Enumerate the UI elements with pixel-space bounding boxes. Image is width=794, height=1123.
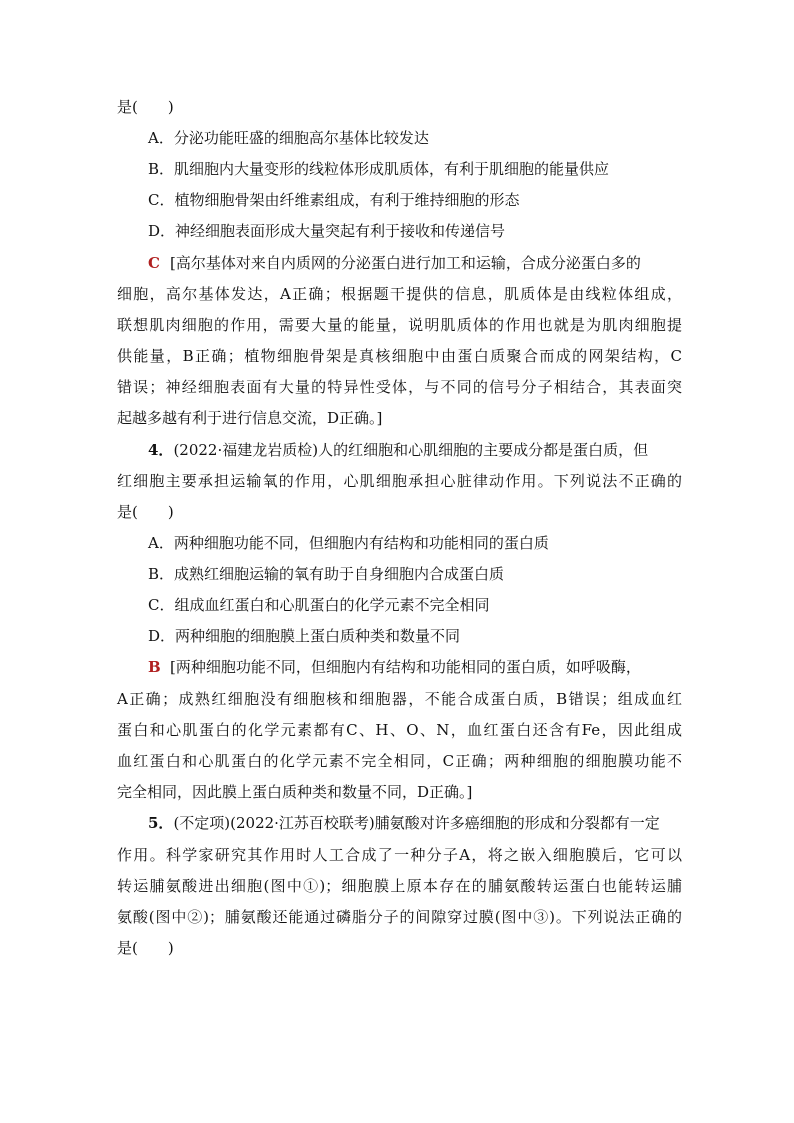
q4-option-c: C．组成血红蛋白和心肌蛋白的化学元素不完全相同 [148, 596, 490, 614]
q4-source: (2022·福建龙岩质检) [173, 441, 319, 459]
q4-explanation-line-2: A正确；成熟红细胞没有细胞核和细胞器，不能合成蛋白质，B错误；组成血红 [117, 690, 682, 708]
q4-stem-line-1: 4．(2022·福建龙岩质检)人的红细胞和心肌细胞的主要成分都是蛋白质，但 [148, 441, 649, 459]
q3-explanation-line-5: 错误；神经细胞表面有大量的特异性受体，与不同的信号分子相结合，其表面突 [117, 378, 682, 396]
q4-option-a: A．两种细胞功能不同，但细胞内有结构和功能相同的蛋白质 [148, 534, 549, 552]
q5-stem-line-3: 转运脯氨酸进出细胞(图中①)；细胞膜上原本存在的脯氨酸转运蛋白也能转运脯 [117, 877, 682, 895]
q5-stem-line-4: 氨酸(图中②)；脯氨酸还能通过磷脂分子的间隙穿过膜(图中③)。下列说法正确的 [117, 908, 682, 926]
q4-explanation-line-3: 蛋白和心肌蛋白的化学元素都有C、H、O、N，血红蛋白还含有Fe，因此组成 [117, 721, 682, 739]
q4-stem-line-3: 是( ) [117, 503, 174, 521]
q4-explanation-line-4: 血红蛋白和心肌蛋白的化学元素不完全相同，C正确；两种细胞的细胞膜功能不 [117, 752, 682, 770]
q4-explanation-line-1: B [两种细胞功能不同，但细胞内有结构和功能相同的蛋白质，如呼吸酶， [148, 658, 641, 676]
q4-option-b: B．成熟红细胞运输的氧有助于自身细胞内合成蛋白质 [148, 565, 505, 583]
q5-stem-line-1: 5．(不定项)(2022·江苏百校联考)脯氨酸对许多癌细胞的形成和分裂都有一定 [148, 814, 660, 832]
q3-explanation-line-2: 细胞，高尔基体发达，A正确；根据题干提供的信息，肌质体是由线粒体组成， [117, 285, 682, 303]
q4-stem-line-2: 红细胞主要承担运输氧的作用，心肌细胞承担心脏律动作用。下列说法不正确的 [117, 472, 682, 490]
q3-explanation-line-1: C [高尔基体对来自内质网的分泌蛋白进行加工和运输，合成分泌蛋白多的 [148, 254, 641, 272]
q4-option-d: D．两种细胞的细胞膜上蛋白质种类和数量不同 [148, 627, 461, 645]
q3-stem-tail: 是( ) [117, 98, 174, 116]
q3-option-b: B．肌细胞内大量变形的线粒体形成肌质体，有利于肌细胞的能量供应 [148, 160, 610, 178]
q3-explanation-line-6: 起越多越有利于进行信息交流，D正确。] [117, 409, 383, 427]
q3-answer: C [148, 254, 160, 272]
q5-stem-line-2: 作用。科学家研究其作用时人工合成了一种分子A，将之嵌入细胞膜后，它可以 [117, 846, 682, 864]
q4-explanation-line-5: 完全相同，因此膜上蛋白质种类和数量不同，D正确。] [117, 783, 473, 801]
q3-option-a: A．分泌功能旺盛的细胞高尔基体比较发达 [148, 129, 429, 147]
q3-explanation-line-3: 联想肌肉细胞的作用，需要大量的能量，说明肌质体的作用也就是为肌肉细胞提 [117, 316, 682, 334]
q3-option-c: C．植物细胞骨架由纤维素组成，有利于维持细胞的形态 [148, 191, 520, 209]
q3-option-d: D．神经细胞表面形成大量突起有利于接收和传递信号 [148, 222, 506, 240]
q3-explanation-line-4: 供能量，B正确；植物细胞骨架是真核细胞中由蛋白质聚合而成的网架结构，C [117, 347, 682, 365]
q5-stem-line-5: 是( ) [117, 939, 174, 957]
q4-answer: B [148, 658, 161, 676]
q4-number: 4． [148, 441, 174, 459]
q5-number: 5． [148, 814, 174, 832]
